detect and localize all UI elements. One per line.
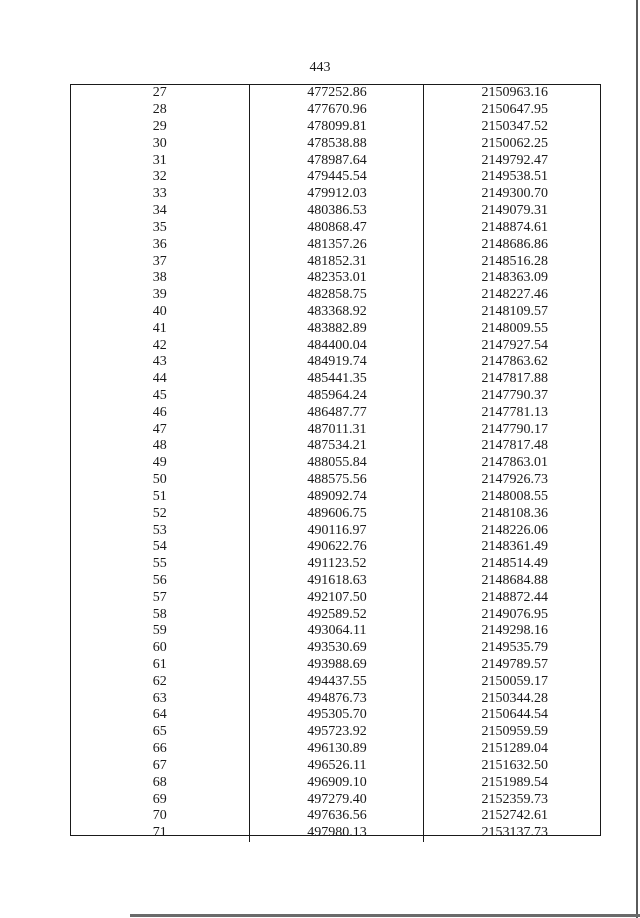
y-coordinate-cell: 2148686.86: [423, 236, 600, 253]
y-coordinate-cell: 2147927.54: [423, 337, 600, 354]
x-coordinate-cell: 479912.03: [249, 186, 423, 203]
x-coordinate-cell: 488575.56: [249, 472, 423, 489]
table-row: [71, 791, 600, 808]
y-coordinate-cell: 2147926.73: [423, 472, 600, 489]
y-coordinate-cell: 2148361.49: [423, 539, 600, 556]
table-row: [71, 85, 600, 102]
point-number-cell: 52: [152, 505, 167, 521]
table-row: [71, 589, 600, 606]
y-coordinate-cell: 2148363.09: [423, 270, 600, 287]
y-coordinate-cell: 2148109.57: [423, 304, 600, 321]
x-coordinate-cell: 483368.92: [249, 304, 423, 321]
y-coordinate-cell: 2148514.49: [423, 556, 600, 573]
table-row: [71, 438, 600, 455]
x-coordinate-cell: 497279.40: [249, 791, 423, 808]
x-coordinate-cell: 492107.50: [249, 589, 423, 606]
point-number-cell: 41: [152, 320, 167, 336]
table-row: [71, 270, 600, 287]
table-row: [71, 135, 600, 152]
y-coordinate-cell: 2151289.04: [423, 741, 600, 758]
y-coordinate-cell: 2148516.28: [423, 253, 600, 270]
table-row: [71, 152, 600, 169]
table-row: [71, 606, 600, 623]
table-row: [71, 421, 600, 438]
page-number: 443: [309, 60, 331, 75]
y-coordinate-cell: 2150347.52: [423, 119, 600, 136]
table-row: [71, 623, 600, 640]
point-number-cell: 66: [152, 741, 167, 757]
table-row: [71, 119, 600, 136]
point-number-cell: 31: [152, 152, 167, 168]
x-coordinate-cell: 493988.69: [249, 657, 423, 674]
x-coordinate-cell: 492589.52: [249, 606, 423, 623]
y-coordinate-cell: 2148874.61: [423, 220, 600, 237]
y-coordinate-cell: 2150644.54: [423, 707, 600, 724]
y-coordinate-cell: 2151989.54: [423, 774, 600, 791]
table-row: [71, 388, 600, 405]
y-coordinate-cell: 2147817.88: [423, 371, 600, 388]
x-coordinate-cell: 491618.63: [249, 573, 423, 590]
table-row: [71, 236, 600, 253]
y-coordinate-cell: 2148227.46: [423, 287, 600, 304]
point-number-cell: 38: [152, 270, 167, 286]
x-coordinate-cell: 485441.35: [249, 371, 423, 388]
scan-edge-right: [636, 0, 638, 918]
point-number-cell: 50: [152, 472, 167, 488]
y-coordinate-cell: 2150963.16: [423, 85, 600, 102]
x-coordinate-cell: 494876.73: [249, 690, 423, 707]
x-coordinate-cell: 478538.88: [249, 135, 423, 152]
point-number-cell: 56: [152, 572, 167, 588]
table-row: [71, 203, 600, 220]
x-coordinate-cell: 496909.10: [249, 774, 423, 791]
table-row: [71, 640, 600, 657]
point-number-cell: 40: [152, 303, 167, 319]
point-number-cell: 45: [152, 388, 167, 404]
y-coordinate-cell: 2148226.06: [423, 522, 600, 539]
point-number-cell: 60: [152, 640, 167, 656]
x-coordinate-cell: 497980.13: [249, 825, 423, 842]
table-row: [71, 102, 600, 119]
x-coordinate-cell: 485964.24: [249, 388, 423, 405]
table-row: [71, 690, 600, 707]
point-number-cell: 71: [152, 825, 167, 841]
table-row: [71, 774, 600, 791]
coordinates-table-body: [71, 85, 600, 842]
table-row: [71, 404, 600, 421]
x-coordinate-cell: 486487.77: [249, 404, 423, 421]
table-row: [71, 505, 600, 522]
coordinates-table-grid: [71, 85, 600, 842]
point-number-cell: 51: [152, 488, 167, 504]
y-coordinate-cell: 2149079.31: [423, 203, 600, 220]
point-number-cell: 57: [152, 589, 167, 605]
y-coordinate-cell: 2148872.44: [423, 589, 600, 606]
y-coordinate-cell: 2150647.95: [423, 102, 600, 119]
x-coordinate-cell: 478987.64: [249, 152, 423, 169]
y-coordinate-cell: 2150344.28: [423, 690, 600, 707]
y-coordinate-cell: 2147781.13: [423, 404, 600, 421]
y-coordinate-cell: 2147863.01: [423, 455, 600, 472]
table-row: [71, 220, 600, 237]
point-number-cell: 61: [152, 657, 167, 673]
point-number-cell: 69: [152, 791, 167, 807]
y-coordinate-cell: 2147790.17: [423, 421, 600, 438]
table-row: [71, 169, 600, 186]
x-coordinate-cell: 491123.52: [249, 556, 423, 573]
point-number-cell: 53: [152, 522, 167, 538]
table-row: [71, 808, 600, 825]
point-number-cell: 27: [152, 85, 167, 101]
y-coordinate-cell: 2147863.62: [423, 354, 600, 371]
point-number-cell: 64: [152, 707, 167, 723]
point-number-cell: 44: [152, 371, 167, 387]
x-coordinate-cell: 496130.89: [249, 741, 423, 758]
point-number-cell: 35: [152, 219, 167, 235]
x-coordinate-cell: 487534.21: [249, 438, 423, 455]
y-coordinate-cell: 2147817.48: [423, 438, 600, 455]
point-number-cell: 59: [152, 623, 167, 639]
point-number-cell: 47: [152, 421, 167, 437]
table-row: [71, 522, 600, 539]
x-coordinate-cell: 489092.74: [249, 489, 423, 506]
y-coordinate-cell: 2148108.36: [423, 505, 600, 522]
y-coordinate-cell: 2150062.25: [423, 135, 600, 152]
y-coordinate-cell: 2149538.51: [423, 169, 600, 186]
y-coordinate-cell: 2149792.47: [423, 152, 600, 169]
table-row: [71, 287, 600, 304]
y-coordinate-cell: 2149535.79: [423, 640, 600, 657]
point-number-cell: 48: [152, 438, 167, 454]
y-coordinate-cell: 2149076.95: [423, 606, 600, 623]
y-coordinate-cell: 2149300.70: [423, 186, 600, 203]
table-row: [71, 673, 600, 690]
point-number-cell: 28: [152, 102, 167, 118]
x-coordinate-cell: 494437.55: [249, 673, 423, 690]
x-coordinate-cell: 481357.26: [249, 236, 423, 253]
table-row: [71, 304, 600, 321]
y-coordinate-cell: 2148009.55: [423, 320, 600, 337]
x-coordinate-cell: 478099.81: [249, 119, 423, 136]
x-coordinate-cell: 480868.47: [249, 220, 423, 237]
point-number-cell: 36: [152, 236, 167, 252]
x-coordinate-cell: 493530.69: [249, 640, 423, 657]
x-coordinate-cell: 497636.56: [249, 808, 423, 825]
point-number-cell: 55: [152, 556, 167, 572]
point-number-cell: 30: [152, 135, 167, 151]
point-number-cell: 33: [152, 186, 167, 202]
point-number-cell: 34: [152, 203, 167, 219]
x-coordinate-cell: 490622.76: [249, 539, 423, 556]
y-coordinate-cell: 2151632.50: [423, 758, 600, 775]
x-coordinate-cell: 484919.74: [249, 354, 423, 371]
x-coordinate-cell: 477670.96: [249, 102, 423, 119]
point-number-cell: 32: [152, 169, 167, 185]
x-coordinate-cell: 482858.75: [249, 287, 423, 304]
table-row: [71, 758, 600, 775]
table-row: [71, 724, 600, 741]
x-coordinate-cell: 479445.54: [249, 169, 423, 186]
x-coordinate-cell: 484400.04: [249, 337, 423, 354]
point-number-cell: 43: [152, 354, 167, 370]
x-coordinate-cell: 483882.89: [249, 320, 423, 337]
table-row: [71, 556, 600, 573]
table-row: [71, 573, 600, 590]
table-row: [71, 825, 600, 842]
point-number-cell: 42: [152, 337, 167, 353]
x-coordinate-cell: 488055.84: [249, 455, 423, 472]
y-coordinate-cell: 2148684.88: [423, 573, 600, 590]
x-coordinate-cell: 490116.97: [249, 522, 423, 539]
coordinates-table: [70, 84, 601, 841]
point-number-cell: 70: [152, 808, 167, 824]
y-coordinate-cell: 2150959.59: [423, 724, 600, 741]
table-row: [71, 371, 600, 388]
point-number-cell: 39: [152, 287, 167, 303]
x-coordinate-cell: 481852.31: [249, 253, 423, 270]
y-coordinate-cell: 2149789.57: [423, 657, 600, 674]
y-coordinate-cell: 2152742.61: [423, 808, 600, 825]
y-coordinate-cell: 2152359.73: [423, 791, 600, 808]
point-number-cell: 67: [152, 757, 167, 773]
x-coordinate-cell: 495723.92: [249, 724, 423, 741]
table-row: [71, 320, 600, 337]
point-number-cell: 68: [152, 774, 167, 790]
point-number-cell: 29: [152, 119, 167, 135]
x-coordinate-cell: 487011.31: [249, 421, 423, 438]
point-number-cell: 62: [152, 673, 167, 689]
x-coordinate-cell: 496526.11: [249, 758, 423, 775]
point-number-cell: 54: [152, 539, 167, 555]
point-number-cell: 65: [152, 724, 167, 740]
point-number-cell: 49: [152, 455, 167, 471]
y-coordinate-cell: 2150059.17: [423, 673, 600, 690]
y-coordinate-cell: 2148008.55: [423, 489, 600, 506]
x-coordinate-cell: 495305.70: [249, 707, 423, 724]
table-row: [71, 455, 600, 472]
y-coordinate-cell: 2153137.73: [423, 825, 600, 842]
table-row: [71, 186, 600, 203]
table-row: [71, 472, 600, 489]
y-coordinate-cell: 2147790.37: [423, 388, 600, 405]
x-coordinate-cell: 480386.53: [249, 203, 423, 220]
x-coordinate-cell: 493064.11: [249, 623, 423, 640]
table-row: [71, 657, 600, 674]
point-number-cell: 63: [152, 690, 167, 706]
table-row: [71, 741, 600, 758]
x-coordinate-cell: 489606.75: [249, 505, 423, 522]
point-number-cell: 58: [152, 606, 167, 622]
point-number-cell: 46: [152, 404, 167, 420]
y-coordinate-cell: 2149298.16: [423, 623, 600, 640]
table-row: [71, 707, 600, 724]
table-row: [71, 253, 600, 270]
point-number-cell: 37: [152, 253, 167, 269]
table-row: [71, 489, 600, 506]
table-row: [71, 539, 600, 556]
scan-edge-bottom: [130, 914, 640, 917]
x-coordinate-cell: 482353.01: [249, 270, 423, 287]
table-row: [71, 354, 600, 371]
x-coordinate-cell: 477252.86: [249, 85, 423, 102]
table-row: [71, 337, 600, 354]
